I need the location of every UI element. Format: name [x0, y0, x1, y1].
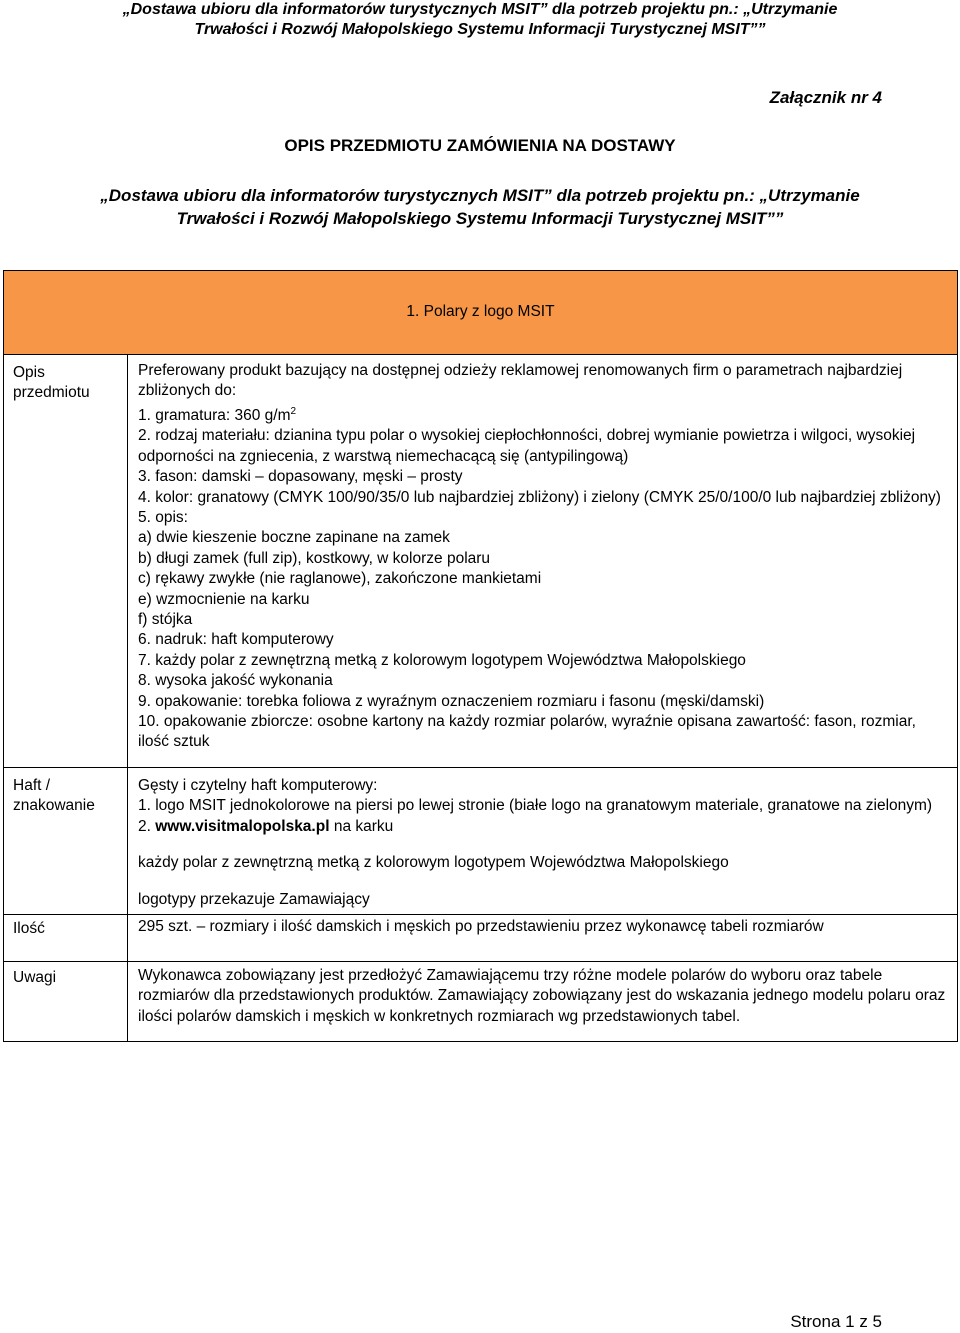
specification-table [3, 270, 958, 1042]
running-header-line2: Trwałości i Rozwój Małopolskiego Systemu Informacji Turystycznej MSIT”” [194, 21, 766, 38]
running-header-line1: „Dostawa ubioru dla informatorów turystycznych MSIT” dla potrzeb projektu pn.: „Utrzymanie [122, 1, 838, 18]
marking-item-url [138, 817, 947, 837]
description-item: 3. fason: damski – dopasowany, męski – prosty [138, 468, 463, 486]
description-item: 9. opakowanie: torebka foliowa z wyraźnym oznaczeniem rozmiaru i fasonu (męski/damski) [138, 692, 765, 710]
url-prefix: 2. [138, 817, 156, 835]
marking-intro: Gęsty i czytelny haft komputerowy: [138, 777, 378, 794]
description-grammage [138, 402, 947, 427]
marking-note-logos: logotypy przekazuje Zamawiający [138, 890, 370, 908]
description-intro: Preferowany produkt bazujący na dostępnej odzieży reklamowej renomowanych firm o parametrach najbardziej zbliżonych do: [138, 362, 903, 400]
description-item: 7. każdy polar z zewnętrzną metką z kolorowym logotypem Województwa Małopolskiego [138, 651, 746, 669]
website-url: www.visitmalopolska.pl [155, 817, 330, 835]
description-item: b) długi zamek (full zip), kostkowy, w kolorze polaru [138, 549, 491, 567]
table-banner [4, 271, 958, 355]
banner-title: 1. Polary z logo MSIT [406, 302, 555, 320]
description-item: c) rękawy zwykłe (nie raglanowe), zakończone mankietami [138, 570, 542, 588]
description-label: Opis przedmiotu [4, 355, 128, 768]
description-item: 4. kolor: granatowy (CMYK 100/90/35/0 lub najbardziej zbliżony) i zielony (CMYK 25/0/100/0 lub najbardziej zbliżony) [138, 488, 941, 506]
description-item: 10. opakowanie zbiorcze: osobne kartony na każdy rozmiar polarów, wyraźnie opisana zawartość: fason, rozmiar, ilość sztuk [138, 713, 916, 751]
description-item: 8. wysoka jakość wykonania [138, 672, 333, 690]
description-item: f) stójka [138, 611, 193, 629]
description-item: 2. rodzaj materiału: dzianina typu polar o wysokiej ciepłochłonności, dobrej wymianie powietrza i wilgoci, wysokiej odporności na zgniecenia, z warstwą niemechacącą się (antypilingową) [138, 427, 916, 465]
banner-row [4, 271, 958, 355]
quantity-row [4, 915, 958, 962]
description-row [4, 355, 958, 768]
marking-note-label: każdy polar z zewnętrzną metką z kolorowym logotypem Województwa Małopolskiego [138, 854, 729, 872]
url-suffix: na karku [329, 817, 394, 835]
remarks-row [4, 962, 958, 1042]
subject-line1: „Dostawa ubioru dla informatorów turystycznych MSIT” dla potrzeb projektu pn.: „Utrzymanie [100, 186, 860, 205]
annex-label: Załącznik nr 4 [769, 88, 882, 107]
quantity-value: 295 szt. – rozmiary i ilość damskich i męskich po przedstawieniu przez wykonawcę tabeli rozmiarów [128, 915, 958, 962]
marking-row [4, 768, 958, 915]
document-title: OPIS PRZEDMIOTU ZAMÓWIENIA NA DOSTAWY [284, 136, 676, 155]
grammage-superscript: 2 [290, 405, 297, 417]
procurement-subject [0, 184, 960, 230]
subject-line2: Trwałości i Rozwój Małopolskiego Systemu Informacji Turystycznej MSIT”” [176, 209, 784, 228]
remarks-value: Wykonawca zobowiązany jest przedłożyć Zamawiającemu trzy różne modele polarów do wyboru oraz tabele rozmiarów dla przedstawionych produktów. Zamawiający zobowiązany jest do wskazania jednego modelu polaru oraz ilości polarów damskich i męskich w konkretnych rozmiarach wg przedstawionych tabel. [128, 962, 958, 1042]
marking-content [128, 768, 958, 915]
spacer [138, 753, 947, 761]
spacer [138, 837, 947, 853]
description-item: 6. nadruk: haft komputerowy [138, 631, 334, 649]
description-content [128, 355, 958, 768]
remarks-label: Uwagi [4, 962, 128, 1042]
quantity-label: Ilość [4, 915, 128, 962]
page-number: Strona 1 z 5 [790, 1312, 882, 1331]
description-item: 5. opis: [138, 509, 188, 526]
grammage-text: 1. gramatura: 360 g/m [138, 406, 291, 424]
description-item: e) wzmocnienie na karku [138, 590, 310, 608]
running-header [0, 0, 960, 40]
description-item: a) dwie kieszenie boczne zapinane na zamek [138, 529, 450, 547]
marking-item-logo: 1. logo MSIT jednokolorowe na piersi po lewej stronie (białe logo na granatowym materiale, granatowe na zielonym) [138, 797, 933, 815]
marking-label: Haft / znakowanie [4, 768, 128, 915]
spacer [138, 874, 947, 890]
